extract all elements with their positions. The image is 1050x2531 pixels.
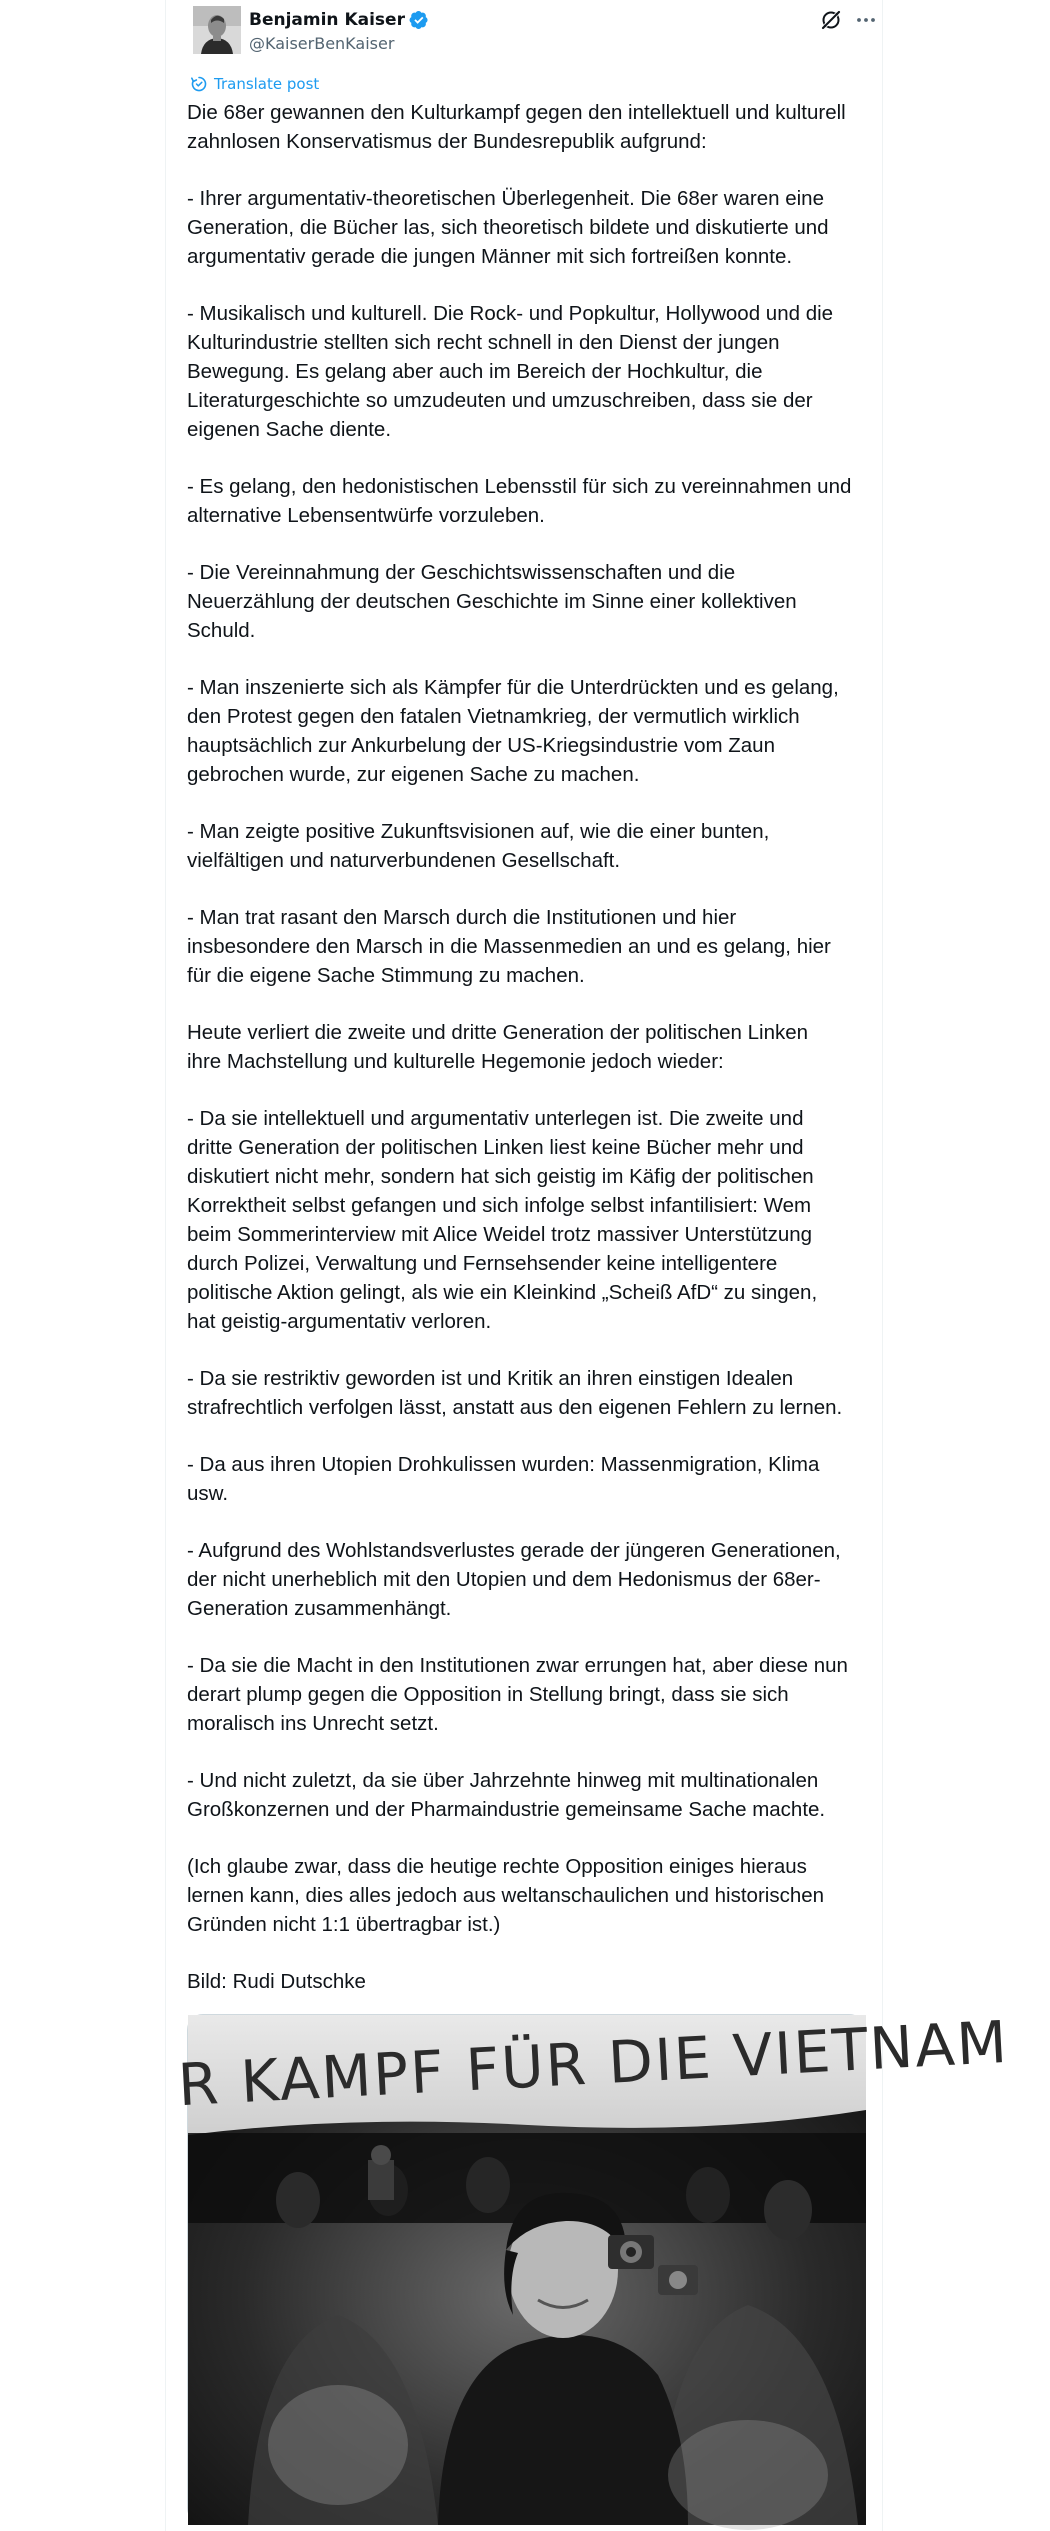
post-paragraph: (Ich glaube zwar, dass die heutige rechte Opposition einiges hieraus lernen kann, dies alles jedoch aus weltanschaulichen und historischen Gründen nicht 1:1 übertragbar ist.)	[187, 1855, 825, 1936]
verified-badge-icon	[409, 10, 429, 30]
author-avatar[interactable]	[193, 6, 241, 54]
grok-button[interactable]	[819, 8, 843, 32]
post-paragraph: - Da sie restriktiv geworden ist und Kritik an ihren einstigen Idealen strafrechtlich verfolgen lässt, anstatt aus den eigenen Fehlern zu lernen.	[187, 1367, 843, 1419]
post-paragraph: - Man trat rasant den Marsch durch die Institutionen und hier insbesondere den Marsch in die Massenmedien an und es gelang, hier für die eigene Sache Stimmung zu machen.	[187, 906, 831, 987]
post-paragraph: - Da sie intellektuell und argumentativ unterlegen ist. Die zweite und dritte Generation der politischen Linken liest keine Bücher mehr und diskutiert nicht mehr, sondern hat sich geistig im Käfig der politischen Korrektheit selbst gefangen und sich infolge selbst infantilisiert: Wem beim Sommerinterview mit Alice Weidel trotz massiver Unterstützung durch Polizei, Verwaltung und Fernsehsender keine intelligentere politische Aktion gelingt, als wie ein Kleinkind „Scheiß AfD“ zu singen, hat geistig-argumentativ verloren.	[187, 1107, 818, 1333]
grok-icon	[819, 8, 843, 32]
post-column	[165, 0, 1011, 2531]
author-display-name[interactable]: Benjamin Kaiser	[249, 10, 405, 30]
post-image[interactable]	[176, 2007, 1011, 2524]
post-paragraph: - Man inszenierte sich als Kämpfer für die Unterdrückten und es gelang, den Protest gegen den fatalen Vietnamkrieg, der vermutlich wirklich hauptsächlich zur Ankurbelung der US-Kriegsindustrie vom Zaun gebrochen wurde, zur eigenen Sache zu machen.	[187, 676, 839, 786]
translate-post-link[interactable]	[190, 74, 319, 94]
author-handle[interactable]: @KaiserBenKaiser	[249, 34, 395, 53]
more-options-button[interactable]	[854, 8, 878, 32]
image-caption: Bild: Rudi Dutschke	[187, 1970, 366, 1993]
post-paragraph: Heute verliert die zweite und dritte Generation der politischen Linken ihre Machstellung und kulturelle Hegemonie jedoch wieder:	[187, 1021, 809, 1073]
post-paragraph: - Ihrer argumentativ-theoretischen Überlegenheit. Die 68er waren eine Generation, die Bücher las, sich theoretisch bildete und diskutierte und argumentativ gerade die jungen Männer mit sich fortreißen konnte.	[187, 187, 829, 268]
post-paragraph: - Da sie die Macht in den Institutionen zwar errungen hat, aber diese nun derart plump gegen die Opposition in Stellung bringt, dass sie sich moralisch ins Unrecht setzt.	[187, 1654, 848, 1735]
author-name-row	[249, 9, 429, 31]
post-text	[187, 98, 867, 1996]
translate-icon	[190, 75, 208, 93]
post-paragraph: - Aufgrund des Wohlstandsverlustes gerade der jüngeren Generationen, der nicht unerheblich mit den Utopien und dem Hedonismus der 68er- Generation zusammenhängt.	[187, 1539, 841, 1620]
post-paragraph: - Musikalisch und kulturell. Die Rock- und Popkultur, Hollywood und die Kulturindustrie stellten sich recht schnell in den Dienst der jungen Bewegung. Es gelang aber auch im Bereich der Hochkultur, die Literaturgeschichte so umzudeuten und umzuschreiben, dass sie der eigenen Sache diente.	[187, 302, 834, 441]
avatar-photo-icon	[193, 6, 241, 54]
post-paragraph: - Man zeigte positive Zukunftsvisionen auf, wie die einer bunten, vielfältigen und naturverbundenen Gesellschaft.	[187, 820, 770, 872]
translate-post-label: Translate post	[214, 75, 320, 93]
post-paragraph: - Die Vereinnahmung der Geschichtswissenschaften und die Neuerzählung der deutschen Geschichte im Sinne einer kollektiven Schuld.	[187, 561, 797, 642]
banner-text: R KAMPF FÜR DIE VIETNAM	[176, 2007, 1011, 2120]
post-paragraph: - Da aus ihren Utopien Drohkulissen wurden: Massenmigration, Klima usw.	[187, 1453, 820, 1505]
more-horizontal-icon	[854, 8, 878, 32]
post-paragraph: - Und nicht zuletzt, da sie über Jahrzehnte hinweg mit multinationalen Großkonzernen und der Pharmaindustrie gemeinsame Sache machte.	[187, 1769, 826, 1821]
post-header	[193, 6, 857, 58]
post-paragraph: Die 68er gewannen den Kulturkampf gegen den intellektuell und kulturell zahnlosen Konservatismus der Bundesrepublik aufgrund:	[187, 101, 846, 153]
protest-photo-illustration	[176, 2007, 1011, 2525]
post-paragraph: - Es gelang, den hedonistischen Lebensstil für sich zu vereinnahmen und alternative Lebensentwürfe vorzuleben.	[187, 475, 852, 527]
